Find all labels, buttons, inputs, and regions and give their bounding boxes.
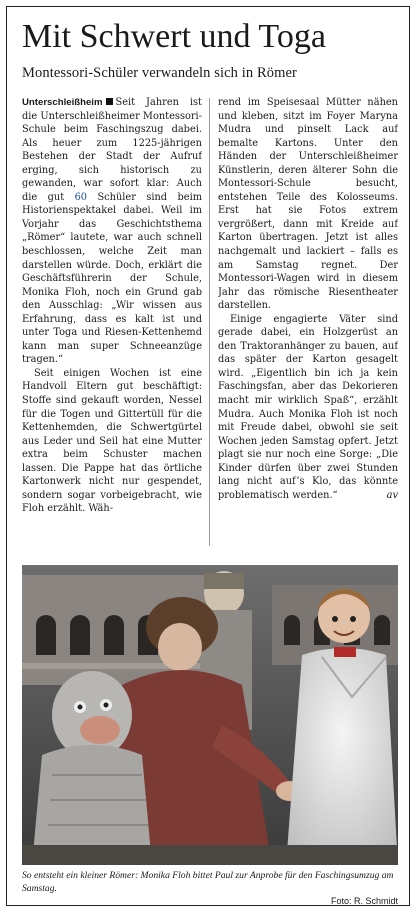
dateline: Unterschleißheim [22,97,103,108]
photo-illustration [22,565,398,865]
paragraph-text: Schüler sind beim Historienspektakel dabei. Weil im Vorjahr das Geschichtsthema „Römer“ lautete, war auch schnell beschlossen, welche Zeit man darstellen würde. Doch, erklärt die Geschäftsführerin der Schule, Monika Floh, noch ein Grund gab den Ausschlag: „Wir wissen aus Erfahrung, dass es kalt ist und unter Toga und Riesen-Kettenhemd kann man super Schneeanzüge tragen.“ [22,191,202,366]
caption-text: So entsteht ein kleiner Römer: Monika Floh bittet Paul zur Anprobe für den Faschingsumzug am Samstag. [22,870,394,894]
highlighted-number: 60 [74,191,88,203]
photo-credit: Foto: R. Schmidt [330,895,398,906]
article-column-1 [22,96,202,548]
paragraph: rend im Speisesaal Mütter nähen und kleben, sitzt im Foyer Maryna Mudra und pinselt Lack auf bemalte Kartons. Unter den Händen der Unterschleißheimer Künstlerin, deren älterer Sohn die Montessori-Schule besucht, entstehen Teile des Kolosseums. Erst hat sie Fotos extrem vergrößert, dann mit Kreide auf Karton übertragen. Jetzt ist alles nachgemalt und lackiert – falls es am Samstag regnet. Der Montessori-Wagen wird in diesem Jahr das römische Riesentheater darstellen. [218,97,398,312]
paragraph [218,313,398,503]
author-signature: av [386,489,398,501]
subheadline: Montessori-Schüler verwandeln sich in Römer [22,65,297,81]
square-bullet-icon [106,98,113,105]
article-column-2 [218,96,398,548]
paragraph [22,96,202,367]
headline: Mit Schwert und Toga [22,18,326,55]
photo-caption [22,870,398,907]
paragraph-text: Seit Jahren ist die Unterschleißheimer Montessori-Schule beim Faschingszug dabei. Als heuer zum 1225-jährigen Bestehen der Stadt der Aufruf erging, sich historisch zu gewanden, war sofort klar: Auch die gut [22,97,202,203]
paragraph: Seit einigen Wochen ist eine Handvoll Eltern gut beschäftigt: Stoffe sind gekauft worden, Nessel für die Togen und Gittertüll für die Kettenhemden, die Schwertgürtel aus Leder und Seil hat eine Mutter extra beim Schuster machen lassen. Die Pappe hat das örtliche Kartonwerk nicht nur gespendet, sondern sogar vorbeigebracht, wie Floh erzählt. Wäh- [22,367,202,515]
article-photo [22,565,398,865]
column-divider [209,98,210,546]
paragraph-text: Einige engagierte Väter sind gerade dabei, ein Holzgerüst an den Traktoranhänger zu bauen, auf das später der Karton gesagelt wird. „Eigentlich bin ich ja kein Faschingsfan, aber das Dekorieren macht mir wirklich Spaß“, erzählt Mudra. Auch Monika Floh ist noch mit Freude dabei, obwohl sie seit Wochen jeden Samstag opfert. Jetzt plagt sie nur noch eine Sorge: „Die Kinder dürfen über zwei Stunden lang nicht auf’s Klo, das könnte problematisch werden.“ [218,313,398,501]
